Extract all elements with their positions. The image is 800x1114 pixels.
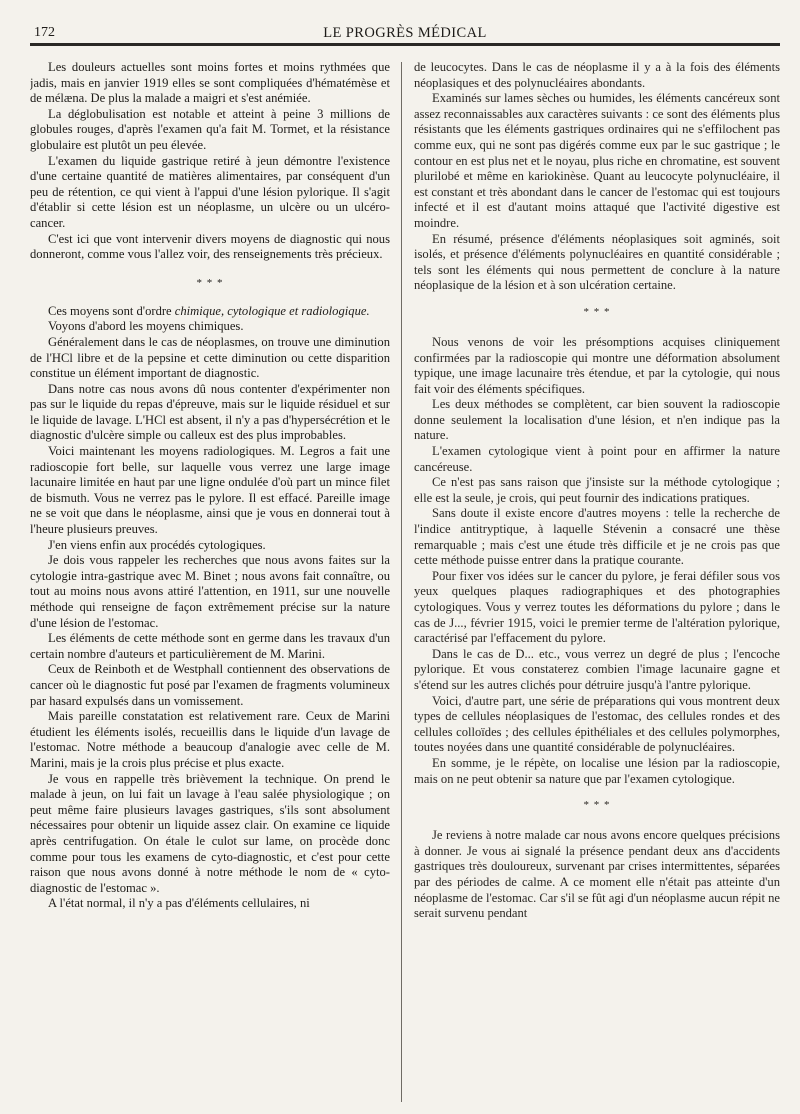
paragraph-text: Ces moyens sont d'ordre xyxy=(48,303,175,318)
paragraph: de leucocytes. Dans le cas de néoplasme il y a à la fois des éléments néoplasiques et des polynucléaires abondants. xyxy=(414,60,780,90)
paragraph: En somme, je le répète, on localise une lésion par la radioscopie, mais on ne peut obtenir sa nature que par l'examen cytologique. xyxy=(414,755,780,786)
paragraph: La déglobulisation est notable et atteint à peine 3 millions de globules rouges, d'après l'examen qu'a fait M. Tormet, et la résistance globulaire est plutôt un peu élevée. xyxy=(30,106,390,152)
paragraph: Voici maintenant les moyens radiologiques. M. Legros a fait une radioscopie fort belle, sur laquelle vous verrez une large image lacunaire limitée en haut par une ligne ondulée d'où part un mince filet de bismuth. Vous ne verrez pas le pylore. Il est effacé. Pareille image ne se voit que dans le néoplasme, ainsi que je vous en donnerai tout à l'heure plusieurs preuves. xyxy=(30,444,390,537)
paragraph: Voyons d'abord les moyens chimiques. xyxy=(48,319,244,334)
paragraph: Les éléments de cette méthode sont en germe dans les travaux d'un certain nombre d'auteurs et particulièrement de M. Marini. xyxy=(30,631,390,661)
section-asterism: * * * xyxy=(583,305,611,318)
paragraph: C'est ici que vont intervenir divers moyens de diagnostic qui nous donneront, comme vous l'allez voir, des renseignements très précieux. xyxy=(30,231,390,262)
header-rule xyxy=(30,43,780,46)
journal-title: LE PROGRÈS MÉDICAL xyxy=(323,25,487,41)
left-column xyxy=(30,60,390,1114)
emphasized-text: chimique, cytologique et radiologique. xyxy=(174,303,370,318)
paragraph: L'examen du liquide gastrique retiré à jeun démontre l'existence d'une certaine quantité de matières alimentaires, par conséquent d'un peu de rétention, ce qui vient à l'appui d'une lésion pylorique. Il s'agit d'établir si cette lésion est un néoplasme, un ulcère ou un ulcéro-cancer. xyxy=(30,153,390,230)
paragraph: En résumé, présence d'éléments néoplasiques soit agminés, soit isolés, et présence d'éléments polynucléaires en quantité considérable ; tels sont les éléments qui nous permettent de conclure à la nature néoplasique de la lésion et à son ulcération certaine. xyxy=(414,231,780,293)
paragraph: Pour fixer vos idées sur le cancer du pylore, je ferai défiler sous vos yeux quelques plaques radiographiques et des photographies cytologiques. Vous y verrez toutes les déformations du pylore ; dans le cas de J..., février 1915, voici le premier terme de l'altération pylorique, caractérisé par l'effacement du pylore. xyxy=(414,568,780,646)
paragraph: Je reviens à notre malade car nous avons encore quelques précisions à donner. Je vous ai signalé la présence pendant deux ans d'accidents gastriques très douloureux, survenant par crises intermittentes, séparées par des périodes de calme. A ce moment elle n'était pas atteinte d'un néoplasme de l'estomac. Car s'il se fût agi d'un néoplasme aucun répit ne serait survenu pendant xyxy=(414,828,780,921)
paragraph: Mais pareille constatation est relativement rare. Ceux de Marini étudient les éléments isolés, recueillis dans le liquide d'un lavage de l'estomac. Notre méthode a beaucoup d'analogie avec celle de M. Marini, mais je la crois plus précise et plus exacte. xyxy=(30,709,390,770)
paragraph: Je vous en rappelle très brièvement la technique. On prend le malade à jeun, on lui fait un lavage à l'eau salée physiologique ; on peut même faire plusieurs lavages gastriques, s'ils sont absolument nécessaires pour obtenir un liquide assez clair. On examine ce liquide après centrifugation. On étale le culot sur lame, on procède donc comme pour tous les examens de cyto-diagnostic, et c'est pour cette raison que nous avons donné à notre méthode le nom de « cyto-diagnostic de l'estomac ». xyxy=(30,771,390,895)
paragraph: Voici, d'autre part, une série de préparations qui vous montrent deux types de cellules néoplasiques de l'estomac, des cellules rondes et des cellules colloïdes ; des cellules épithéliales et des cellules polymorphes, toutes noyées dans une quantité considérable de polynucléaires. xyxy=(414,693,780,755)
section-asterism: * * * xyxy=(196,276,224,289)
paragraph: Sans doute il existe encore d'autres moyens : telle la recherche de l'indice antitryptique, à laquelle Stévenin a consacré une thèse remarquable ; mais c'est une étude très difficile et je ne crois pas que cette méthode puisse entrer dans la pratique courante. xyxy=(414,506,780,568)
paragraph: Dans notre cas nous avons dû nous contenter d'expérimenter non pas sur le liquide du repas d'épreuve, mais sur le liquide résiduel et sur le liquide de lavage. L'HCl est absent, il n'y a pas d'hypersécrétion et le diagnostic d'ulcère simple ou calleux est des plus improbables. xyxy=(30,381,390,443)
paragraph: Les douleurs actuelles sont moins fortes et moins rythmées que jadis, mais en janvier 1919 elles se sont compliquées d'hématémèse et de mélæna. De plus la malade a maigri et s'est anémiée. xyxy=(30,60,390,106)
paragraph: Examinés sur lames sèches ou humides, les éléments cancéreux sont assez reconnaissables aux caractères suivants : ce sont des éléments plus résistants que les éléments gastriques ordinaires qui ne s'effilochent pas comme eux, qui ne sont pas digérés comme eux par le suc gastrique ; le contour en est plus net et le noyau, plus riche en chromatine, est souvent plurilobé et même en kariokinèse. Quant au leucocyte polynucléaire, il est constant et très abondant dans le cancer de l'estomac qui est toujours infecté et il est d'autant moins attaqué que l'activité digestive est moindre. xyxy=(414,91,780,230)
paragraph: Je dois vous rappeler les recherches que nous avons faites sur la cytologie intra-gastrique avec M. Binet ; nous avons fait connaître, ou tout au moins nous avons attiré l'attention, en 1911, sur une nouvelle méthode qui renseigne de façon extrêmement précise sur la nature d'une lésion de l'estomac. xyxy=(30,553,390,630)
paragraph: Dans le cas de D... etc., vous verrez un degré de plus ; l'encoche pylorique. Et vous constaterez combien l'image lacunaire gagne et s'étend sur les autres clichés pour détruire jusqu'à l'antre pylorique. xyxy=(414,646,780,692)
paragraph: J'en viens enfin aux procédés cytologiques. xyxy=(48,537,266,552)
column-divider xyxy=(401,62,402,1102)
paragraph: Les deux méthodes se complètent, car bien souvent la radioscopie donne seulement la localisation d'une lésion, et n'en indique pas la nature. xyxy=(414,397,780,443)
page-number: 172 xyxy=(34,25,55,40)
paragraph: L'examen cytologique vient à point pour en affirmer la nature cancéreuse. xyxy=(414,444,780,474)
paragraph: Ceux de Reinboth et de Westphall contiennent des observations de cancer où le diagnostic fut posé par l'examen de fragments volumineux par hasard expulsés dans un vomissement. xyxy=(30,662,390,708)
section-asterism: * * * xyxy=(583,799,611,812)
paragraph: Généralement dans le cas de néoplasmes, on trouve une diminution de l'HCl libre et de la pepsine et cette diminution ou cette disparition constitue un élément important de diagnostic. xyxy=(30,334,390,381)
right-column xyxy=(414,60,780,1114)
paragraph xyxy=(30,304,390,320)
paragraph: Nous venons de voir les présomptions acquises cliniquement confirmées par la radioscopie qui montre une déformation absolument typique, une image lacunaire très étendue, et par la cytologie, qui nous fait voir des éléments spécifiques. xyxy=(414,334,780,396)
running-header xyxy=(30,22,780,44)
paragraph: Ce n'est pas sans raison que j'insiste sur la méthode cytologique ; elle est la seule, je crois, qui peut fournir des indications pratiques. xyxy=(414,475,780,505)
paragraph: A l'état normal, il n'y a pas d'éléments cellulaires, ni xyxy=(48,896,310,911)
